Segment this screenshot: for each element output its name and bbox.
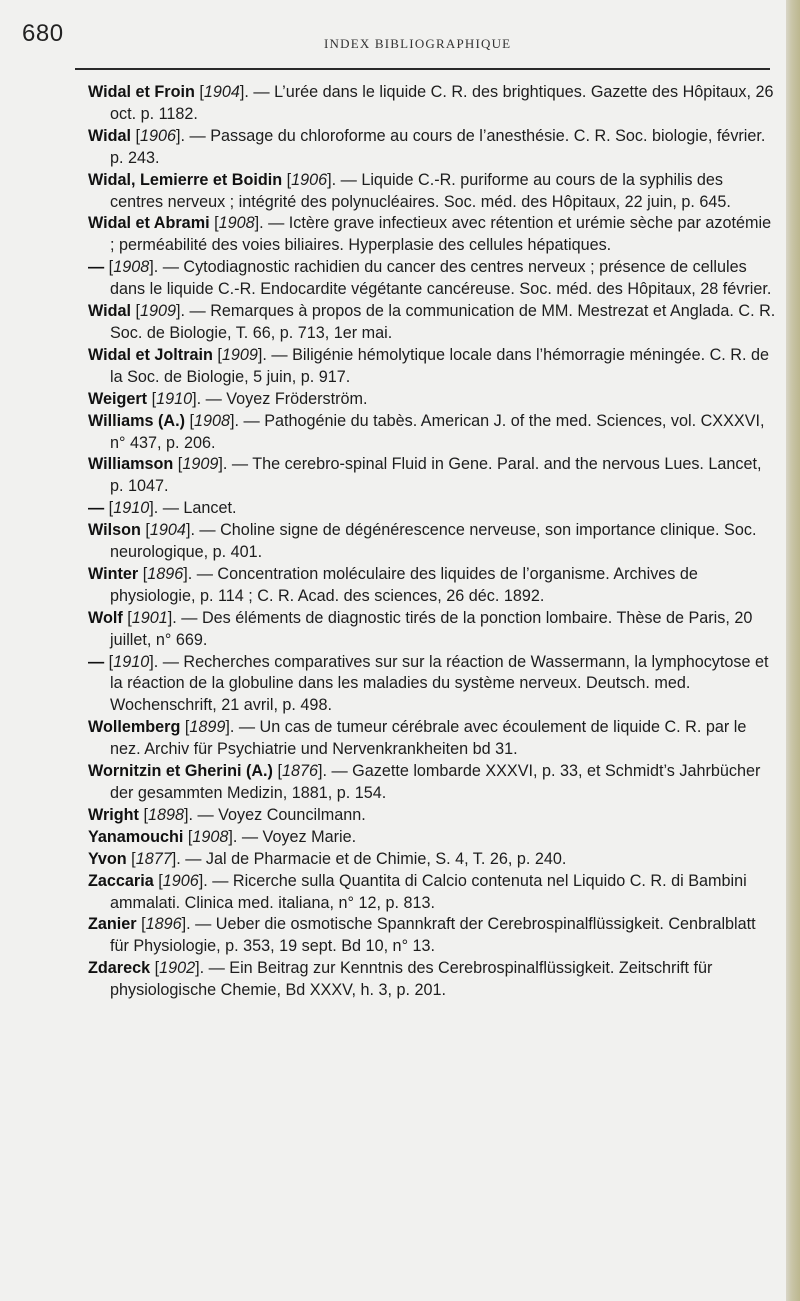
bibliography-entry [88, 871, 778, 915]
bracket-open: [ [185, 411, 194, 430]
bibliography-entry [88, 82, 778, 126]
entry-author: Widal [88, 126, 132, 145]
bibliography-entry [88, 761, 778, 805]
bracket-close: ] [317, 762, 323, 781]
entry-author: — [88, 499, 105, 518]
entry-author: Widal et Joltrain [88, 345, 213, 364]
entry-author: Widal et Abrami [88, 214, 210, 233]
entry-text: . — Cytodiagnostic rachidien du cancer des centres nerveux ; présence de cellules dans le liquide C.-R. Endocardite végétante cancéreuse. Soc. méd. des Hôpitaux, 28 février. [110, 258, 772, 299]
bracket-open: [ [104, 499, 114, 518]
bibliography-entry [88, 608, 778, 652]
entry-author: — [88, 258, 105, 277]
bracket-close: ] [181, 915, 187, 934]
bracket-close: ] [254, 214, 260, 233]
entry-text: . — Lancet. [153, 499, 237, 518]
bracket-close: ] [198, 871, 204, 890]
bracket-close: ] [228, 827, 233, 846]
entry-text: . — Gazette lombarde XXXVI, p. 33, et Schmidt’s Jahrbücher der gesammten Medizin, 1881, p. 154. [110, 762, 761, 802]
bracket-close: ] [183, 564, 188, 583]
entry-text: . — The cerebro-spinal Fluid in Gene. Paral. and the nervous Lues. Lancet, p. 1047. [110, 455, 762, 496]
entry-year: 1910 [113, 652, 150, 671]
entry-year: 1896 [145, 915, 182, 934]
bracket-open: [ [104, 258, 114, 277]
bracket-open: [ [131, 126, 141, 145]
bracket-close: ] [149, 652, 154, 671]
bracket-close: ] [230, 411, 235, 430]
bracket-open: [ [272, 762, 282, 781]
entry-year: 1908 [218, 214, 255, 233]
bracket-open: [ [147, 389, 157, 408]
bibliography-entry [88, 126, 778, 170]
entry-year: 1877 [135, 849, 172, 868]
entry-author: — [88, 652, 105, 671]
entry-year: 1910 [156, 389, 193, 408]
bracket-open: [ [212, 345, 222, 364]
bracket-open: [ [140, 521, 150, 540]
bibliography-entry [88, 849, 778, 871]
entry-year: 1896 [147, 564, 184, 583]
bracket-open: [ [173, 455, 183, 474]
entry-text: . — Voyez Councilmann. [188, 805, 366, 824]
bibliography-entry [88, 345, 778, 389]
entry-text: . — Un cas de tumeur cérébrale avec écoulement de liquide C. R. par le nez. Archiv für Psychiatrie und Nervenkrankheiten bd 31. [110, 718, 747, 759]
bracket-close: ] [327, 170, 332, 189]
bracket-open: [ [126, 849, 136, 868]
entry-author: Wolf [88, 608, 123, 627]
entry-author: Wright [88, 805, 139, 824]
entry-text: . — Biligénie hémolytique locale dans l’hémorragie méningée. C. R. de la Soc. de Biologie, 5 juin, p. 917. [110, 345, 769, 386]
bracket-open: [ [183, 827, 193, 846]
bracket-open: [ [153, 871, 163, 890]
entry-year: 1904 [203, 83, 240, 101]
entry-text: . — Passage du chloroforme au cours de l’anesthésie. C. R. Soc. biologie, février. p. 243. [110, 126, 766, 167]
bibliography-entry [88, 958, 778, 1002]
entry-text: . — Liquide C.-R. puriforme au cours de la syphilis des centres nerveux ; intégrité des polynucléaires. Soc. méd. des Hôpitaux, 22 juin, p. 645. [110, 170, 731, 211]
entry-text: . — Ictère grave infectieux avec rétention et urémie sèche par azotémie ; perméabilité des voies biliaires. Hyperplasie des cellules hépatiques. [110, 214, 772, 255]
entry-author: Yvon [88, 849, 127, 868]
entry-author: Weigert [88, 389, 148, 408]
bracket-open: [ [131, 302, 141, 321]
entry-year: 1906 [162, 871, 199, 890]
bracket-open: [ [282, 170, 292, 189]
entry-author: Zaccaria [88, 871, 154, 890]
bracket-close: ] [195, 959, 200, 978]
entry-author: Widal et Froin [88, 83, 195, 101]
entry-text: . — Des éléments de diagnostic tirés de la ponction lombaire. Thèse de Paris, 20 juillet, n° 669. [110, 608, 753, 649]
bracket-open: [ [138, 805, 148, 824]
bracket-close: ] [176, 126, 181, 145]
entry-text: . — Jal de Pharmacie et de Chimie, S. 4, T. 26, p. 240. [176, 849, 567, 868]
bracket-close: ] [239, 83, 245, 101]
bibliography-entry [88, 717, 778, 761]
bibliography-entry [88, 914, 778, 958]
entry-year: 1908 [192, 827, 229, 846]
entry-year: 1910 [113, 499, 150, 518]
bracket-open: [ [104, 652, 114, 671]
entry-year: 1898 [147, 805, 184, 824]
bracket-close: ] [257, 345, 263, 364]
entry-text: . — Ueber die osmotische Spannkraft der Cerebrospinalflüssigkeit. Cenbralblatt für Physiologie, p. 353, 19 sept. Bd 10, n° 13. [110, 915, 756, 956]
bracket-close: ] [192, 389, 197, 408]
bibliography-entry [88, 564, 778, 608]
entry-year: 1901 [131, 608, 168, 627]
entry-year: 1909 [221, 345, 258, 364]
bracket-close: ] [183, 805, 189, 824]
bracket-open: [ [150, 959, 160, 978]
bracket-open: [ [209, 214, 219, 233]
entry-author: Wornitzin et Gherini (A.) [88, 762, 273, 781]
bibliography-entry [88, 213, 778, 257]
bibliography-entry [88, 652, 778, 718]
entry-text: . — Ricerche sulla Quantita di Calcio contenuta nel Liquido C. R. di Bambini ammalati. Clinica med. italiana, n° 12, p. 813. [110, 871, 747, 912]
bibliography-entry [88, 520, 778, 564]
entry-year: 1899 [189, 718, 226, 737]
bracket-open: [ [138, 564, 148, 583]
bracket-open: [ [180, 718, 190, 737]
entry-author: Widal, Lemierre et Boidin [88, 170, 283, 189]
entry-text: . — Concentration moléculaire des liquides de l’organisme. Archives de physiologie, p. 114 ; C. R. Acad. des sciences, 26 déc. 1892. [110, 564, 698, 605]
bibliography-entry [88, 257, 778, 301]
entry-author: Williams (A.) [88, 411, 185, 430]
bracket-close: ] [225, 718, 230, 737]
entry-text: . — Choline signe de dégénérescence nerveuse, son importance clinique. Soc. neurologique, p. 401. [110, 521, 757, 562]
entry-year: 1906 [291, 170, 328, 189]
entry-year: 1909 [182, 455, 219, 474]
entry-text: . — Voyez Fröderström. [196, 389, 368, 408]
entry-year: 1908 [113, 258, 150, 277]
entry-author: Widal [88, 302, 132, 321]
bibliography-entries [88, 82, 778, 1002]
bibliography-entry [88, 389, 778, 411]
bracket-close: ] [171, 849, 177, 868]
bracket-close: ] [167, 608, 173, 627]
entry-year: 1904 [149, 521, 186, 540]
bibliography-entry [88, 454, 778, 498]
entry-text: . — Pathogénie du tabès. American J. of the med. Sciences, vol. CXXXVI, n° 437, p. 206. [110, 411, 765, 452]
bracket-open: [ [136, 915, 146, 934]
entry-text: . — Ein Beitrag zur Kenntnis des Cerebrospinalflüssigkeit. Zeitschrift für physiologische Chemie, Bd XXXV, h. 3, p. 201. [110, 959, 713, 1000]
bracket-close: ] [185, 521, 191, 540]
entry-year: 1909 [140, 302, 177, 321]
header-rule [75, 68, 770, 70]
entry-author: Wilson [88, 521, 141, 540]
entry-author: Wollemberg [88, 718, 181, 737]
entry-year: 1908 [194, 411, 231, 430]
entry-text: . — Recherches comparatives sur sur la réaction de Wassermann, la lymphocytose et la réaction de la globuline dans les maladies du système nerveux. Deutsch. med. Wochenschrift, 21 avril, p. 498. [110, 652, 769, 715]
bibliography-entry [88, 170, 778, 214]
bracket-close: ] [176, 302, 181, 321]
running-head: INDEX BIBLIOGRAPHIQUE [324, 36, 512, 51]
bibliography-entry [88, 827, 778, 849]
bibliography-entry [88, 411, 778, 455]
page-number: 680 [22, 20, 64, 47]
bibliography-entry [88, 301, 778, 345]
entry-author: Williamson [88, 455, 174, 474]
bracket-open: [ [194, 83, 204, 101]
entry-text: . — Voyez Marie. [232, 827, 357, 846]
entry-year: 1902 [159, 959, 196, 978]
entry-year: 1906 [140, 126, 177, 145]
bibliography-entry [88, 805, 778, 827]
page-edge [786, 0, 800, 1301]
bracket-close: ] [149, 499, 154, 518]
bibliography-entry [88, 498, 778, 520]
entry-text: . — L’urée dans le liquide C. R. des brightiques. Gazette des Hôpitaux, 26 oct. p. 1182. [110, 83, 774, 123]
bracket-close: ] [218, 455, 223, 474]
entry-author: Zanier [88, 915, 137, 934]
entry-author: Winter [88, 564, 139, 583]
bracket-open: [ [122, 608, 132, 627]
entry-author: Yanamouchi [88, 827, 184, 846]
entry-year: 1876 [281, 762, 318, 781]
entry-author: Zdareck [88, 959, 151, 978]
bracket-close: ] [149, 258, 154, 277]
entry-text: . — Remarques à propos de la communication de MM. Mestrezat et Anglada. C. R. Soc. de Biologie, T. 66, p. 713, 1er mai. [110, 302, 776, 342]
